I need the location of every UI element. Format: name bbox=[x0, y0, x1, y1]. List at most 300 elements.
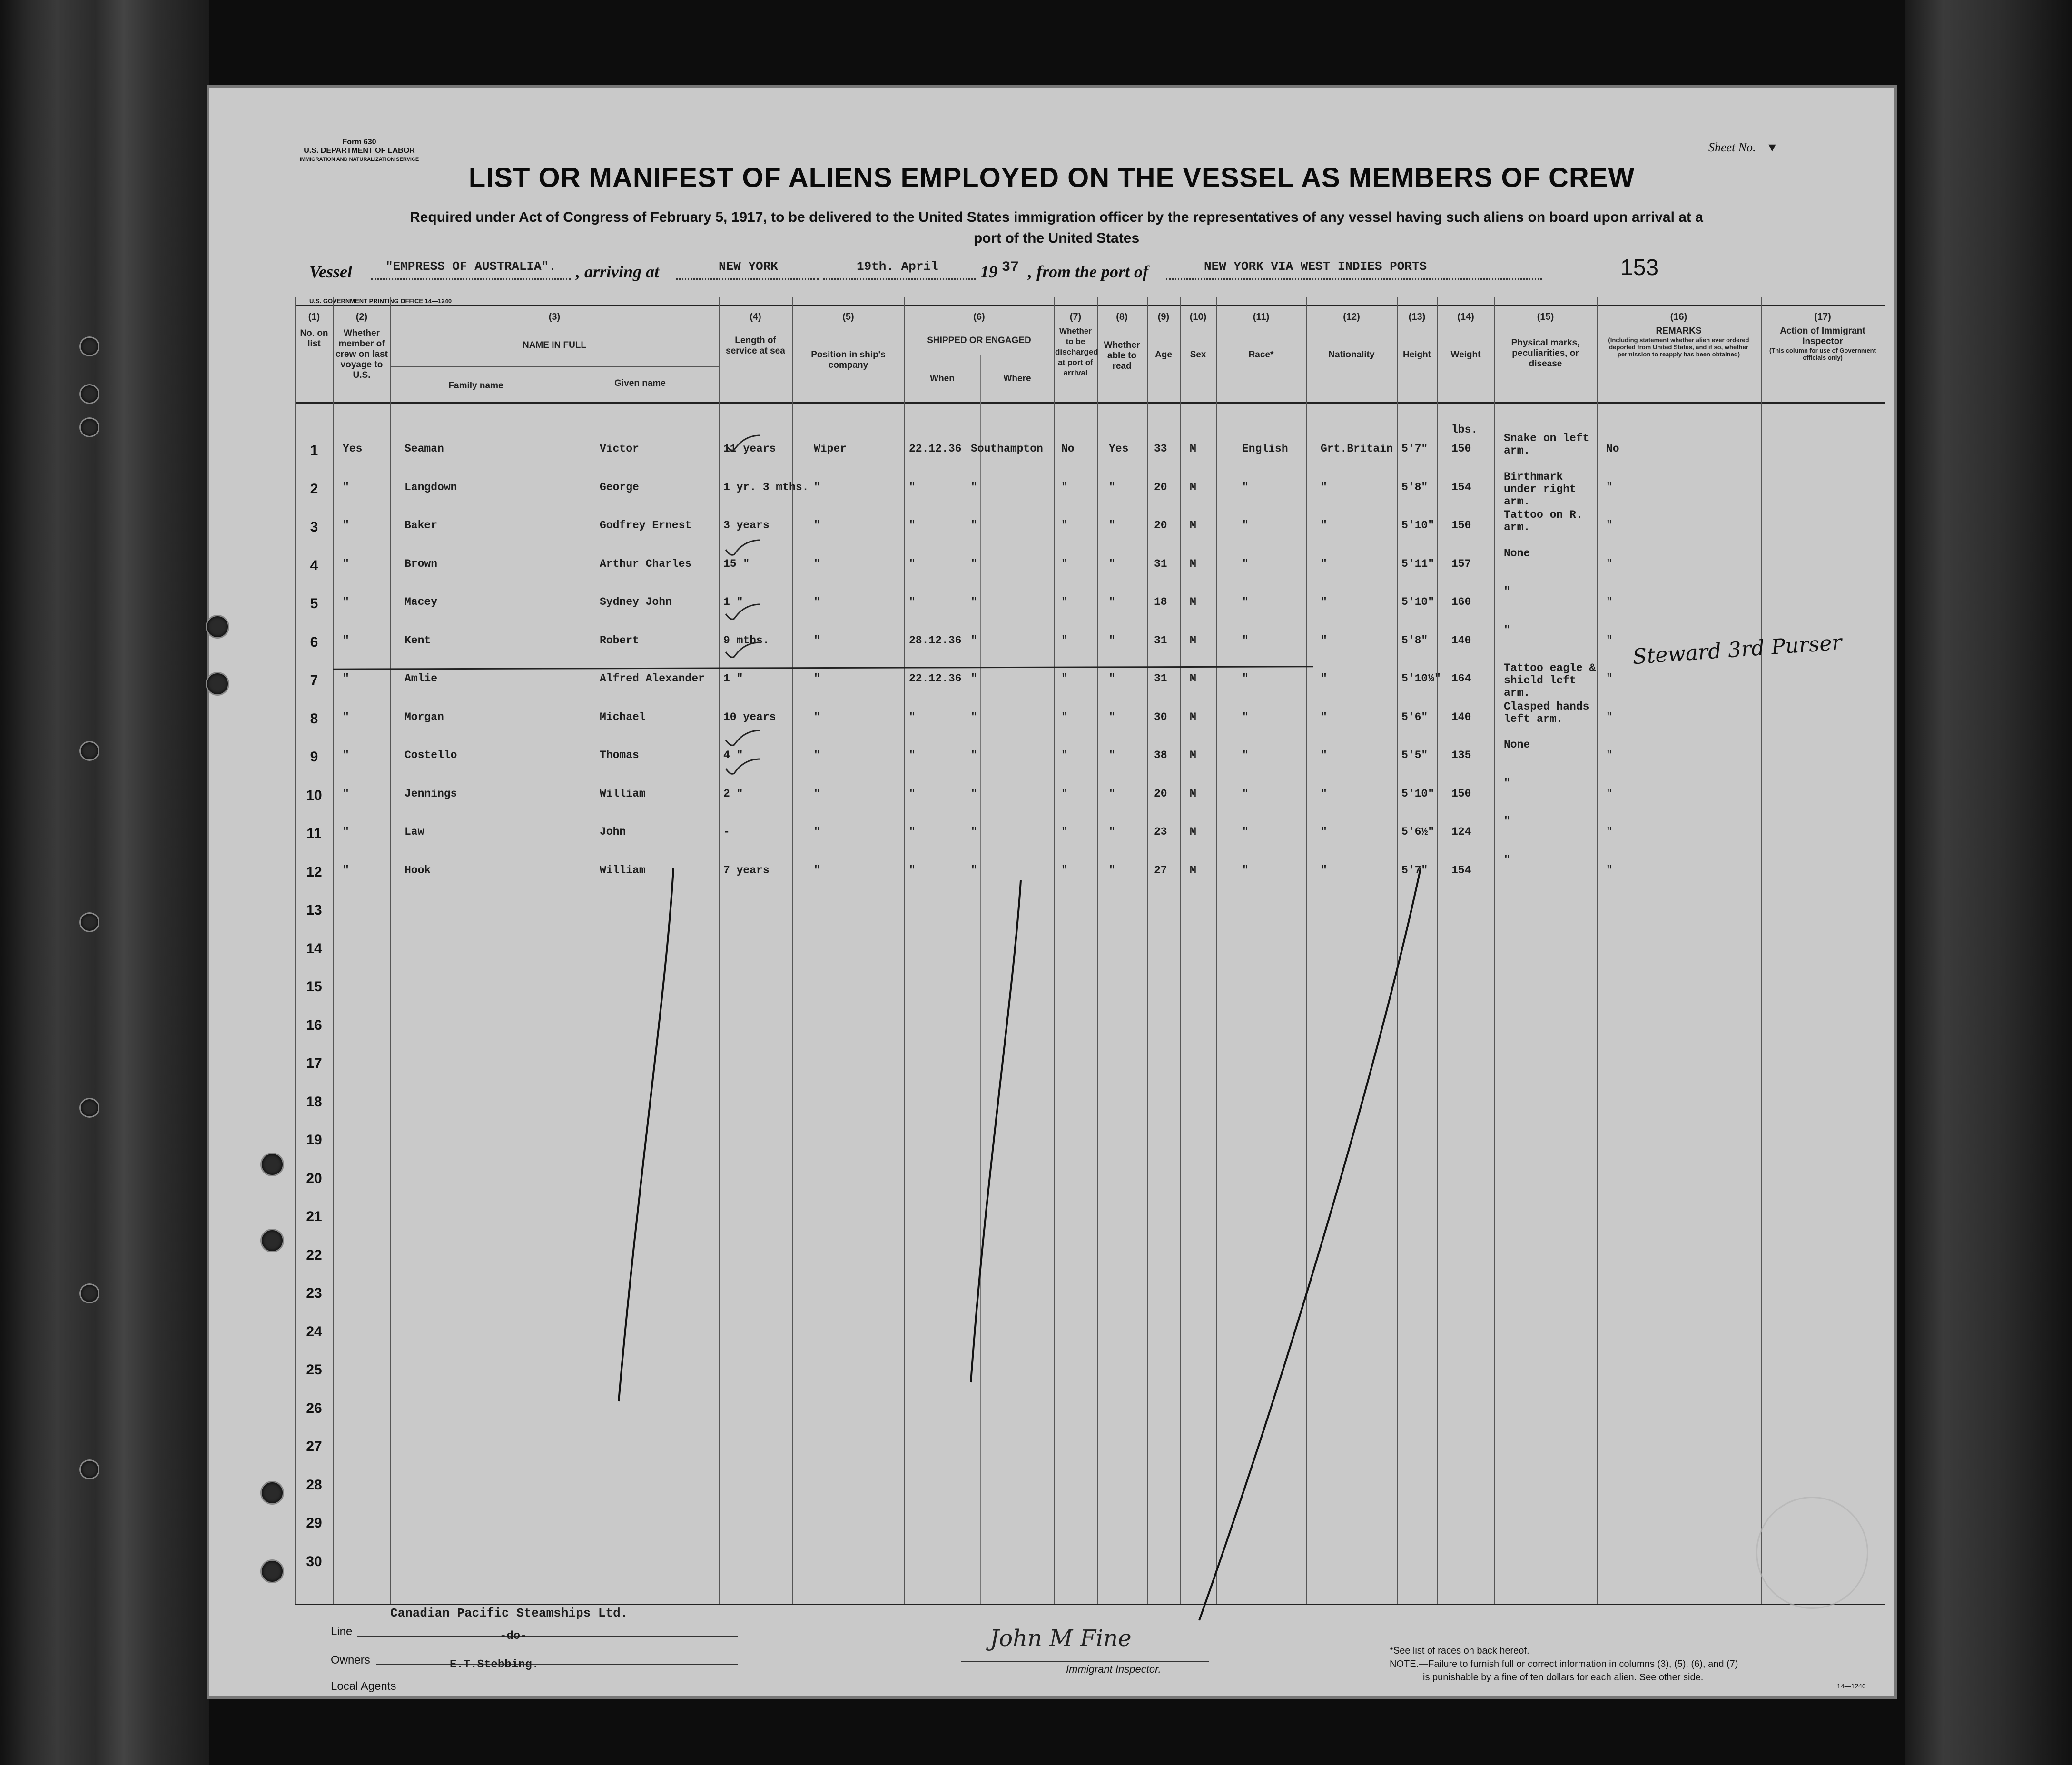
owners-value: -do- bbox=[500, 1630, 527, 1643]
binder-hole bbox=[81, 385, 98, 403]
shipped-when-cell: " bbox=[909, 749, 916, 761]
binder-hole bbox=[81, 1461, 98, 1478]
page-number: 153 bbox=[1620, 255, 1659, 280]
row-number: 10 bbox=[306, 787, 322, 803]
prev-voyage-cell: Yes bbox=[343, 443, 363, 455]
col-header-when: When bbox=[930, 374, 955, 384]
age-cell: 23 bbox=[1154, 826, 1167, 838]
discharged-cell: " bbox=[1061, 787, 1068, 800]
sheet-value: ▼ bbox=[1768, 141, 1776, 155]
from-port: NEW YORK VIA WEST INDIES PORTS bbox=[1204, 259, 1427, 274]
marks-cell: " bbox=[1504, 623, 1510, 636]
col-num-8: (8) bbox=[1116, 312, 1128, 322]
prev-voyage-cell: " bbox=[343, 710, 349, 723]
binder-hole bbox=[81, 742, 98, 759]
row-number: 18 bbox=[306, 1094, 322, 1110]
weight-cell: 150 bbox=[1451, 443, 1471, 455]
sheet-label: Sheet No. bbox=[1708, 140, 1756, 154]
sex-cell: M bbox=[1190, 826, 1196, 838]
position-cell: " bbox=[814, 826, 820, 838]
row-number: 8 bbox=[310, 710, 318, 727]
service: IMMIGRATION AND NATURALIZATION SERVICE bbox=[299, 157, 419, 162]
row-number: 26 bbox=[306, 1400, 322, 1416]
sex-cell: M bbox=[1190, 481, 1196, 493]
height-cell: 5'10½" bbox=[1401, 672, 1441, 685]
shipped-where-cell: " bbox=[971, 826, 977, 838]
shipped-when-cell: " bbox=[909, 481, 916, 493]
nationality-cell: " bbox=[1321, 596, 1327, 608]
prev-voyage-cell: " bbox=[343, 596, 349, 608]
height-cell: 5'8" bbox=[1401, 634, 1428, 647]
discharged-cell: No bbox=[1061, 443, 1075, 455]
read-cell: " bbox=[1109, 826, 1115, 838]
marks-cell: None bbox=[1504, 739, 1530, 751]
service-cell: 1 " bbox=[723, 596, 743, 608]
remarks-cell: No bbox=[1606, 443, 1619, 455]
family-name-cell: Costello bbox=[405, 749, 457, 761]
service-cell: 10 years bbox=[723, 710, 776, 723]
col-header-discharged: Whether to be discharged at port of arrival bbox=[1055, 326, 1098, 377]
row-number: 20 bbox=[306, 1170, 322, 1186]
col-header-position: Position in ship's company bbox=[811, 350, 886, 370]
subtitle-line-2: port of the United States bbox=[973, 230, 1140, 246]
remarks-cell: " bbox=[1606, 557, 1613, 570]
col-num-9: (9) bbox=[1157, 312, 1170, 322]
prev-voyage-cell: " bbox=[343, 864, 349, 877]
shipped-where-cell: " bbox=[971, 481, 977, 493]
marks-cell: " bbox=[1504, 585, 1510, 598]
read-cell: " bbox=[1109, 749, 1115, 761]
shipped-where-cell: " bbox=[971, 710, 977, 723]
height-cell: 5'6½" bbox=[1401, 826, 1435, 838]
age-cell: 31 bbox=[1154, 672, 1167, 685]
service-cell: 7 years bbox=[723, 864, 770, 877]
discharged-cell: " bbox=[1061, 864, 1068, 877]
row-number: 27 bbox=[306, 1439, 322, 1454]
race-cell: " bbox=[1242, 519, 1249, 532]
col-num-2: (2) bbox=[355, 312, 368, 322]
weight-cell: 135 bbox=[1451, 749, 1471, 761]
race-cell: " bbox=[1242, 634, 1249, 647]
remarks-cell: " bbox=[1606, 826, 1613, 838]
manifest-page bbox=[209, 88, 1894, 1696]
read-cell: Yes bbox=[1109, 443, 1129, 455]
row-number: 12 bbox=[306, 864, 322, 880]
discharged-cell: " bbox=[1061, 519, 1068, 532]
marks-cell: " bbox=[1504, 815, 1510, 828]
vessel-name: "EMPRESS OF AUSTRALIA". bbox=[385, 259, 556, 274]
age-cell: 31 bbox=[1154, 557, 1167, 570]
shipped-where-cell: " bbox=[971, 596, 977, 608]
shipped-where-cell: " bbox=[971, 519, 977, 532]
scan-background-left bbox=[0, 0, 209, 1765]
shipped-where-cell: " bbox=[971, 672, 977, 685]
weight-cell: 140 bbox=[1451, 710, 1471, 723]
race-cell: " bbox=[1242, 787, 1249, 800]
read-cell: " bbox=[1109, 710, 1115, 723]
read-cell: " bbox=[1109, 596, 1115, 608]
remarks-cell: " bbox=[1606, 710, 1613, 723]
position-cell: " bbox=[814, 481, 820, 493]
printer-line: U.S. GOVERNMENT PRINTING OFFICE 14—1240 bbox=[309, 297, 452, 305]
row-number: 9 bbox=[310, 749, 318, 765]
row-number: 6 bbox=[310, 634, 318, 650]
row-number: 19 bbox=[306, 1132, 322, 1148]
row-number: 23 bbox=[306, 1285, 322, 1301]
marks-cell: Snake on left arm. bbox=[1504, 432, 1589, 457]
prev-voyage-cell: " bbox=[343, 634, 349, 647]
weight-cell: 160 bbox=[1451, 596, 1471, 608]
race-cell: " bbox=[1242, 672, 1249, 685]
remarks-cell: " bbox=[1606, 481, 1613, 493]
position-cell: " bbox=[814, 749, 820, 761]
col-header-service: Length of service at sea bbox=[726, 335, 785, 356]
row-number: 25 bbox=[306, 1362, 322, 1378]
col-header-shipped: SHIPPED OR ENGAGED bbox=[927, 335, 1031, 345]
agents-label: Local Agents bbox=[331, 1680, 396, 1693]
form-code: 14—1240 bbox=[1837, 1682, 1866, 1690]
nationality-cell: " bbox=[1321, 481, 1327, 493]
weight-cell: 150 bbox=[1451, 519, 1471, 532]
col-header-height: Height bbox=[1402, 350, 1431, 360]
given-name-cell: William bbox=[600, 787, 646, 800]
note-races: *See list of races on back hereof. bbox=[1390, 1646, 1529, 1656]
remarks-sub: (Including statement whether alien ever ordered deported from United States, and if so, whether permission to reapply has been obtained) bbox=[1608, 336, 1749, 358]
given-name-cell: Alfred Alexander bbox=[600, 672, 705, 685]
age-cell: 27 bbox=[1154, 864, 1167, 877]
prev-voyage-cell: " bbox=[343, 481, 349, 493]
col-header-age: Age bbox=[1155, 350, 1172, 360]
col-num-13: (13) bbox=[1408, 312, 1426, 322]
shipped-when-cell: 22.12.36 bbox=[909, 443, 962, 455]
height-cell: 5'10" bbox=[1401, 787, 1435, 800]
row-number: 16 bbox=[306, 1017, 322, 1033]
note-fine: is punishable by a fine of ten dollars for each alien. See other side. bbox=[1423, 1672, 1704, 1683]
read-cell: " bbox=[1109, 864, 1115, 877]
form-number: Form 630 bbox=[342, 138, 376, 146]
race-cell: " bbox=[1242, 749, 1249, 761]
read-cell: " bbox=[1109, 787, 1115, 800]
race-cell: " bbox=[1242, 826, 1249, 838]
prev-voyage-cell: " bbox=[343, 787, 349, 800]
col-num-7: (7) bbox=[1069, 312, 1082, 322]
age-cell: 31 bbox=[1154, 634, 1167, 647]
col-header-nationality: Nationality bbox=[1328, 350, 1375, 360]
shipped-when-cell: " bbox=[909, 557, 916, 570]
discharged-cell: " bbox=[1061, 596, 1068, 608]
row-number: 30 bbox=[306, 1553, 322, 1569]
nationality-cell: " bbox=[1321, 519, 1327, 532]
weight-cell: 140 bbox=[1451, 634, 1471, 647]
action-title: Action of Immigrant Inspector bbox=[1780, 326, 1865, 346]
footer-notes bbox=[1390, 1644, 1738, 1684]
shipped-where-cell: " bbox=[971, 864, 977, 877]
remarks-cell: " bbox=[1606, 519, 1613, 532]
vessel-label: Vessel bbox=[309, 262, 352, 281]
year-prefix: 19 bbox=[980, 262, 997, 281]
family-name-cell: Macey bbox=[405, 596, 438, 608]
col-num-6: (6) bbox=[973, 312, 985, 322]
family-name-cell: Seaman bbox=[405, 443, 444, 455]
arriving-port: NEW YORK bbox=[719, 259, 778, 274]
col-header-given-name: Given name bbox=[614, 378, 666, 388]
position-cell: " bbox=[814, 864, 820, 877]
read-cell: " bbox=[1109, 481, 1115, 493]
read-cell: " bbox=[1109, 557, 1115, 570]
binder-hole bbox=[81, 1099, 98, 1116]
row-number: 15 bbox=[306, 979, 322, 995]
row-number: 3 bbox=[310, 519, 318, 535]
discharged-cell: " bbox=[1061, 749, 1068, 761]
row-number: 14 bbox=[306, 940, 322, 956]
remarks-cell: " bbox=[1606, 672, 1613, 685]
nationality-cell: " bbox=[1321, 749, 1327, 761]
nationality-cell: " bbox=[1321, 634, 1327, 647]
handwritten-note: Steward 3rd Purser bbox=[1631, 630, 1843, 670]
marks-cell: Tattoo eagle & shield left arm. bbox=[1504, 662, 1596, 699]
marks-cell: " bbox=[1504, 777, 1510, 789]
weight-cell: 124 bbox=[1451, 826, 1471, 838]
shipped-when-cell: " bbox=[909, 787, 916, 800]
row-number: 29 bbox=[306, 1515, 322, 1531]
remarks-title: REMARKS bbox=[1656, 326, 1702, 336]
col-header-marks: Physical marks, peculiarities, or disease bbox=[1511, 338, 1580, 369]
row-number: 22 bbox=[306, 1247, 322, 1263]
col-header-name: NAME IN FULL bbox=[522, 340, 587, 350]
weight-cell: 154 bbox=[1451, 481, 1471, 493]
race-cell: " bbox=[1242, 710, 1249, 723]
shipped-when-cell: " bbox=[909, 826, 916, 838]
age-cell: 30 bbox=[1154, 710, 1167, 723]
shipped-where-cell: Southampton bbox=[971, 443, 1043, 455]
given-name-cell: Thomas bbox=[600, 749, 639, 761]
position-cell: " bbox=[814, 596, 820, 608]
sex-cell: M bbox=[1190, 519, 1196, 532]
note-failure: NOTE.—Failure to furnish full or correct information in columns (3), (5), (6), and (7) bbox=[1390, 1659, 1738, 1669]
col-num-4: (4) bbox=[750, 312, 761, 322]
position-cell: " bbox=[814, 557, 820, 570]
race-cell: " bbox=[1242, 864, 1249, 877]
position-cell: " bbox=[814, 787, 820, 800]
given-name-cell: Victor bbox=[600, 443, 639, 455]
col-num-12: (12) bbox=[1343, 312, 1360, 322]
nationality-cell: Grt.Britain bbox=[1321, 443, 1393, 455]
position-cell: " bbox=[814, 710, 820, 723]
prev-voyage-cell: " bbox=[343, 826, 349, 838]
discharged-cell: " bbox=[1061, 634, 1068, 647]
row-number: 13 bbox=[306, 902, 322, 918]
discharged-cell: " bbox=[1061, 826, 1068, 838]
inspector-label: Immigrant Inspector. bbox=[1066, 1663, 1161, 1675]
discharged-cell: " bbox=[1061, 672, 1068, 685]
family-name-cell: Hook bbox=[405, 864, 431, 877]
prev-voyage-cell: " bbox=[343, 519, 349, 532]
line-label: Line bbox=[331, 1625, 353, 1638]
inspector-signature: John M Fine bbox=[990, 1625, 1132, 1652]
height-cell: 5'11" bbox=[1401, 557, 1435, 570]
height-cell: 5'10" bbox=[1401, 596, 1435, 608]
service-cell: 3 years bbox=[723, 519, 770, 532]
position-cell: " bbox=[814, 519, 820, 532]
nationality-cell: " bbox=[1321, 710, 1327, 723]
age-cell: 20 bbox=[1154, 481, 1167, 493]
action-sub: (This column for use of Government officials only) bbox=[1769, 347, 1876, 361]
position-cell: Wiper bbox=[814, 443, 847, 455]
col-header-race: Race* bbox=[1248, 350, 1274, 360]
shipped-when-cell: " bbox=[909, 519, 916, 532]
sex-cell: M bbox=[1190, 634, 1196, 647]
sex-cell: M bbox=[1190, 557, 1196, 570]
prev-voyage-cell: " bbox=[343, 672, 349, 685]
given-name-cell: Godfrey Ernest bbox=[600, 519, 692, 532]
sex-cell: M bbox=[1190, 864, 1196, 877]
sex-cell: M bbox=[1190, 787, 1196, 800]
col-num-15: (15) bbox=[1537, 312, 1554, 322]
sex-cell: M bbox=[1190, 749, 1196, 761]
seal-stamp bbox=[1756, 1497, 1868, 1609]
col-num-14: (14) bbox=[1457, 312, 1474, 322]
remarks-cell: " bbox=[1606, 596, 1613, 608]
col-header-weight: Weight bbox=[1450, 350, 1481, 360]
shipped-where-cell: " bbox=[971, 557, 977, 570]
age-cell: 38 bbox=[1154, 749, 1167, 761]
scan-background-right bbox=[1905, 0, 2072, 1765]
height-cell: 5'8" bbox=[1401, 481, 1428, 493]
age-cell: 18 bbox=[1154, 596, 1167, 608]
weight-cell: 150 bbox=[1451, 787, 1471, 800]
sex-cell: M bbox=[1190, 672, 1196, 685]
family-name-cell: Amlie bbox=[405, 672, 438, 685]
row-number: 24 bbox=[306, 1323, 322, 1340]
remarks-cell: " bbox=[1606, 864, 1613, 877]
service-cell: - bbox=[723, 826, 730, 838]
family-name-cell: Jennings bbox=[405, 787, 457, 800]
col-header-prev-voyage: Whether member of crew on last voyage to U.S. bbox=[335, 328, 388, 380]
height-cell: 5'7" bbox=[1401, 443, 1428, 455]
family-name-cell: Morgan bbox=[405, 710, 444, 723]
binder-hole bbox=[81, 419, 98, 436]
given-name-cell: George bbox=[600, 481, 639, 493]
weight-unit: lbs. bbox=[1451, 424, 1478, 436]
weight-cell: 164 bbox=[1451, 672, 1471, 685]
race-cell: " bbox=[1242, 596, 1249, 608]
shipped-when-cell: " bbox=[909, 596, 916, 608]
row-number: 17 bbox=[306, 1055, 322, 1071]
prev-voyage-cell: " bbox=[343, 557, 349, 570]
height-cell: 5'5" bbox=[1401, 749, 1428, 761]
row-number: 7 bbox=[310, 672, 318, 688]
given-name-cell: William bbox=[600, 864, 646, 877]
height-cell: 5'6" bbox=[1401, 710, 1428, 723]
col-header-sex: Sex bbox=[1190, 350, 1206, 360]
age-cell: 33 bbox=[1154, 443, 1167, 455]
service-cell: 11 years bbox=[723, 443, 776, 455]
marks-cell: Birthmark under right arm. bbox=[1504, 470, 1576, 508]
discharged-cell: " bbox=[1061, 481, 1068, 493]
age-cell: 20 bbox=[1154, 787, 1167, 800]
nationality-cell: " bbox=[1321, 864, 1327, 877]
pen-strokes bbox=[209, 88, 1894, 1696]
agents-value: E.T.Stebbing. bbox=[450, 1658, 539, 1671]
arrival-date: 19th. April bbox=[857, 259, 938, 274]
row-number: 4 bbox=[310, 557, 318, 573]
row-number: 28 bbox=[306, 1477, 322, 1493]
race-cell: " bbox=[1242, 481, 1249, 493]
arrival-year: 37 bbox=[1002, 259, 1019, 276]
marks-cell: Tattoo on R. arm. bbox=[1504, 509, 1583, 533]
nationality-cell: " bbox=[1321, 557, 1327, 570]
arriving-label: , arriving at bbox=[576, 262, 660, 281]
nationality-cell: " bbox=[1321, 826, 1327, 838]
read-cell: " bbox=[1109, 672, 1115, 685]
col-header-no: No. on list bbox=[300, 328, 328, 349]
shipped-where-cell: " bbox=[971, 634, 977, 647]
col-num-3: (3) bbox=[548, 312, 561, 322]
sex-cell: M bbox=[1190, 596, 1196, 608]
nationality-cell: " bbox=[1321, 672, 1327, 685]
shipped-where-cell: " bbox=[971, 787, 977, 800]
binder-hole bbox=[81, 1285, 98, 1302]
service-cell: 1 " bbox=[723, 672, 743, 685]
row-number: 2 bbox=[310, 481, 318, 497]
col-num-10: (10) bbox=[1189, 312, 1207, 322]
owners-label: Owners bbox=[331, 1654, 370, 1666]
marks-cell: Clasped hands left arm. bbox=[1504, 700, 1589, 725]
given-name-cell: Michael bbox=[600, 710, 646, 723]
prev-voyage-cell: " bbox=[343, 749, 349, 761]
col-header-where: Where bbox=[1003, 374, 1031, 384]
shipped-when-cell: " bbox=[909, 864, 916, 877]
binder-hole bbox=[81, 338, 98, 355]
given-name-cell: Sydney John bbox=[600, 596, 672, 608]
col-num-17: (17) bbox=[1814, 312, 1831, 322]
col-header-read: Whether able to read bbox=[1104, 340, 1140, 371]
family-name-cell: Langdown bbox=[405, 481, 457, 493]
binder-hole bbox=[81, 914, 98, 931]
shipped-when-cell: " bbox=[909, 710, 916, 723]
service-cell: 15 " bbox=[723, 557, 750, 570]
family-name-cell: Baker bbox=[405, 519, 438, 532]
subtitle-line-1: Required under Act of Congress of February 5, 1917, to be delivered to the United States immigration officer by the representatives of any vessel having such aliens on board upon arrival at a bbox=[410, 209, 1703, 225]
race-cell: English bbox=[1242, 443, 1288, 455]
discharged-cell: " bbox=[1061, 710, 1068, 723]
position-cell: " bbox=[814, 634, 820, 647]
read-cell: " bbox=[1109, 634, 1115, 647]
remarks-cell: " bbox=[1606, 749, 1613, 761]
shipped-when-cell: 22.12.36 bbox=[909, 672, 962, 685]
discharged-cell: " bbox=[1061, 557, 1068, 570]
col-header-family-name: Family name bbox=[448, 381, 503, 391]
sex-cell: M bbox=[1190, 443, 1196, 455]
service-cell: 9 mths. bbox=[723, 634, 770, 647]
age-cell: 20 bbox=[1154, 519, 1167, 532]
given-name-cell: Arthur Charles bbox=[600, 557, 692, 570]
weight-cell: 157 bbox=[1451, 557, 1471, 570]
service-cell: 2 " bbox=[723, 787, 743, 800]
service-cell: 1 yr. 3 mths. bbox=[723, 481, 809, 493]
remarks-cell: " bbox=[1606, 634, 1613, 647]
remarks-cell: " bbox=[1606, 787, 1613, 800]
row-number: 21 bbox=[306, 1209, 322, 1224]
col-num-11: (11) bbox=[1253, 312, 1270, 322]
row-number: 5 bbox=[310, 596, 318, 611]
shipped-when-cell: 28.12.36 bbox=[909, 634, 962, 647]
col-num-5: (5) bbox=[842, 312, 854, 322]
page-title: LIST OR MANIFEST OF ALIENS EMPLOYED ON THE VESSEL AS MEMBERS OF CREW bbox=[468, 162, 1635, 193]
department: U.S. DEPARTMENT OF LABOR bbox=[304, 147, 415, 155]
nationality-cell: " bbox=[1321, 787, 1327, 800]
race-cell: " bbox=[1242, 557, 1249, 570]
